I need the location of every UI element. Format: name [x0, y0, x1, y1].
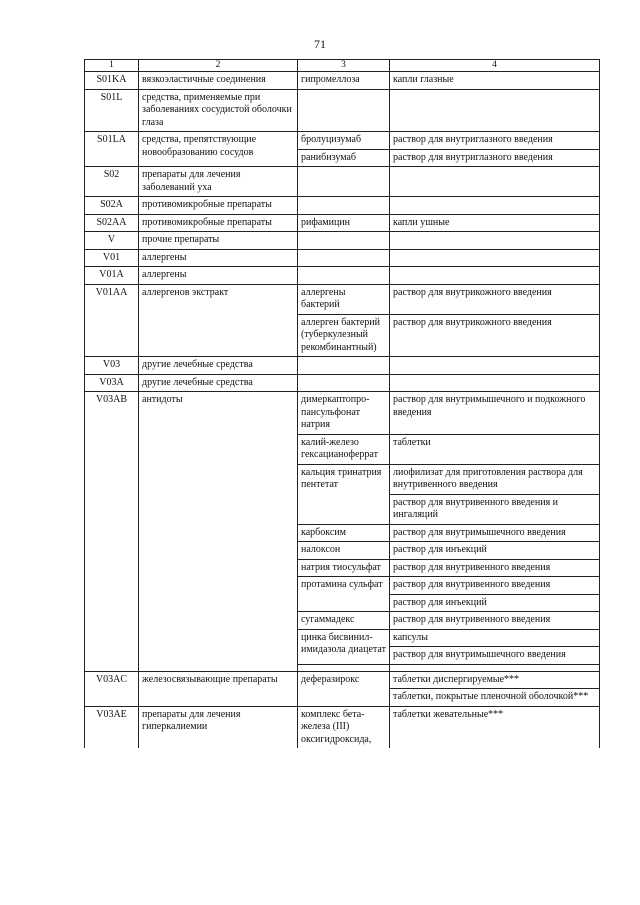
dosage-form: раствор для внутримышечного введения — [390, 524, 600, 542]
substance-name: аллерген бактерий (туберкулезный рекомбинантный) — [298, 314, 390, 357]
column-number: 3 — [298, 60, 390, 72]
atc-code: V03AB — [85, 392, 139, 672]
substance-name: натрия тиосульфат — [298, 559, 390, 577]
atc-code: V03AE — [85, 706, 139, 748]
atc-code: S02A — [85, 197, 139, 215]
substance-name: гипромеллоза — [298, 72, 390, 90]
dosage-form — [390, 267, 600, 285]
group-name: аллергенов экстракт — [139, 284, 298, 357]
atc-code: V01A — [85, 267, 139, 285]
substance-name: протамина сульфат — [298, 577, 390, 612]
dosage-form — [390, 89, 600, 132]
atc-code: V03AC — [85, 671, 139, 706]
group-name: вязкоэластичные соединения — [139, 72, 298, 90]
atc-code: V03 — [85, 357, 139, 375]
group-name: противомикробные препараты — [139, 197, 298, 215]
substance-name: налоксон — [298, 542, 390, 560]
substance-name: кальция тринатрия пентетат — [298, 464, 390, 524]
dosage-form: раствор для внутривенного введения — [390, 577, 600, 595]
dosage-form — [390, 357, 600, 375]
group-name: другие лечебные средства — [139, 357, 298, 375]
substance-name — [298, 249, 390, 267]
dosage-form — [390, 664, 600, 671]
dosage-form: раствор для внутривенного введения и ингаляций — [390, 494, 600, 524]
dosage-form: таблетки диспергируемые*** — [390, 671, 600, 689]
table-row — [85, 267, 600, 285]
group-name: антидоты — [139, 392, 298, 672]
substance-name: рифамицин — [298, 214, 390, 232]
substance-name: димеркаптопро-пансульфонат натрия — [298, 392, 390, 435]
substance-name: карбоксим — [298, 524, 390, 542]
dosage-form — [390, 167, 600, 197]
dosage-form: раствор для внутримышечного введения — [390, 647, 600, 665]
atc-code: S01KA — [85, 72, 139, 90]
dosage-form: таблетки — [390, 434, 600, 464]
substance-name: деферазирокс — [298, 671, 390, 706]
atc-code: V — [85, 232, 139, 250]
column-number: 4 — [390, 60, 600, 72]
dosage-form: раствор для инъекций — [390, 594, 600, 612]
dosage-form: раствор для внутримышечного и подкожного введения — [390, 392, 600, 435]
substance-name — [298, 357, 390, 375]
dosage-form: раствор для внутрикожного введения — [390, 284, 600, 314]
table-row — [85, 706, 600, 748]
dosage-form — [390, 374, 600, 392]
table-row — [85, 214, 600, 232]
page-number: 71 — [314, 37, 326, 51]
medicines-table — [84, 59, 600, 748]
substance-name: калий-железо гексацианоферрат — [298, 434, 390, 464]
dosage-form: таблетки, покрытые пленочной оболочкой*** — [390, 689, 600, 707]
substance-name: цинка бисвинил-имидазола диацетат — [298, 629, 390, 664]
substance-name: бролуцизумаб — [298, 132, 390, 150]
substance-name: аллергены бактерий — [298, 284, 390, 314]
table-row — [85, 232, 600, 250]
atc-code: S01LA — [85, 132, 139, 167]
group-name: препараты для лечения гиперкалиемии — [139, 706, 298, 748]
dosage-form: капли глазные — [390, 72, 600, 90]
atc-code: V01AA — [85, 284, 139, 357]
table-row — [85, 249, 600, 267]
substance-name — [298, 232, 390, 250]
group-name: средства, применяемые при заболеваниях сосудистой оболочки глаза — [139, 89, 298, 132]
dosage-form: раствор для внутривенного введения — [390, 559, 600, 577]
dosage-form: таблетки жевательные*** — [390, 706, 600, 748]
atc-code: S02AA — [85, 214, 139, 232]
substance-name — [298, 197, 390, 215]
table-row — [85, 374, 600, 392]
dosage-form: раствор для инъекций — [390, 542, 600, 560]
substance-name — [298, 267, 390, 285]
table-row — [85, 671, 600, 689]
table-row — [85, 392, 600, 435]
dosage-form — [390, 232, 600, 250]
dosage-form: раствор для внутрикожного введения — [390, 314, 600, 357]
atc-code: V03A — [85, 374, 139, 392]
table-row — [85, 357, 600, 375]
group-name: средства, препятствующие новообразованию сосудов — [139, 132, 298, 167]
table-row — [85, 284, 600, 314]
substance-name: сугаммадекс — [298, 612, 390, 630]
atc-code: V01 — [85, 249, 139, 267]
dosage-form: капли ушные — [390, 214, 600, 232]
table-row — [85, 72, 600, 90]
group-name: железосвязывающие препараты — [139, 671, 298, 706]
group-name: прочие препараты — [139, 232, 298, 250]
atc-code: S01L — [85, 89, 139, 132]
group-name: другие лечебные средства — [139, 374, 298, 392]
dosage-form — [390, 197, 600, 215]
dosage-form: раствор для внутриглазного введения — [390, 149, 600, 167]
table-row — [85, 89, 600, 132]
substance-name — [298, 664, 390, 671]
table-row — [85, 167, 600, 197]
group-name: аллергены — [139, 267, 298, 285]
group-name: препараты для лечения заболеваний уха — [139, 167, 298, 197]
substance-name — [298, 374, 390, 392]
column-number-row — [85, 60, 600, 72]
table-row — [85, 132, 600, 150]
dosage-form: лиофилизат для приготовления раствора для внутривенного введения — [390, 464, 600, 494]
substance-name: ранибизумаб — [298, 149, 390, 167]
atc-code: S02 — [85, 167, 139, 197]
table-row — [85, 197, 600, 215]
dosage-form: капсулы — [390, 629, 600, 647]
group-name: аллергены — [139, 249, 298, 267]
dosage-form: раствор для внутриглазного введения — [390, 132, 600, 150]
dosage-form: раствор для внутривенного введения — [390, 612, 600, 630]
substance-name — [298, 89, 390, 132]
group-name: противомикробные препараты — [139, 214, 298, 232]
dosage-form — [390, 249, 600, 267]
substance-name — [298, 167, 390, 197]
column-number: 2 — [139, 60, 298, 72]
substance-name: комплекс бета-железа (III) оксигидроксида, — [298, 706, 390, 748]
column-number: 1 — [85, 60, 139, 72]
